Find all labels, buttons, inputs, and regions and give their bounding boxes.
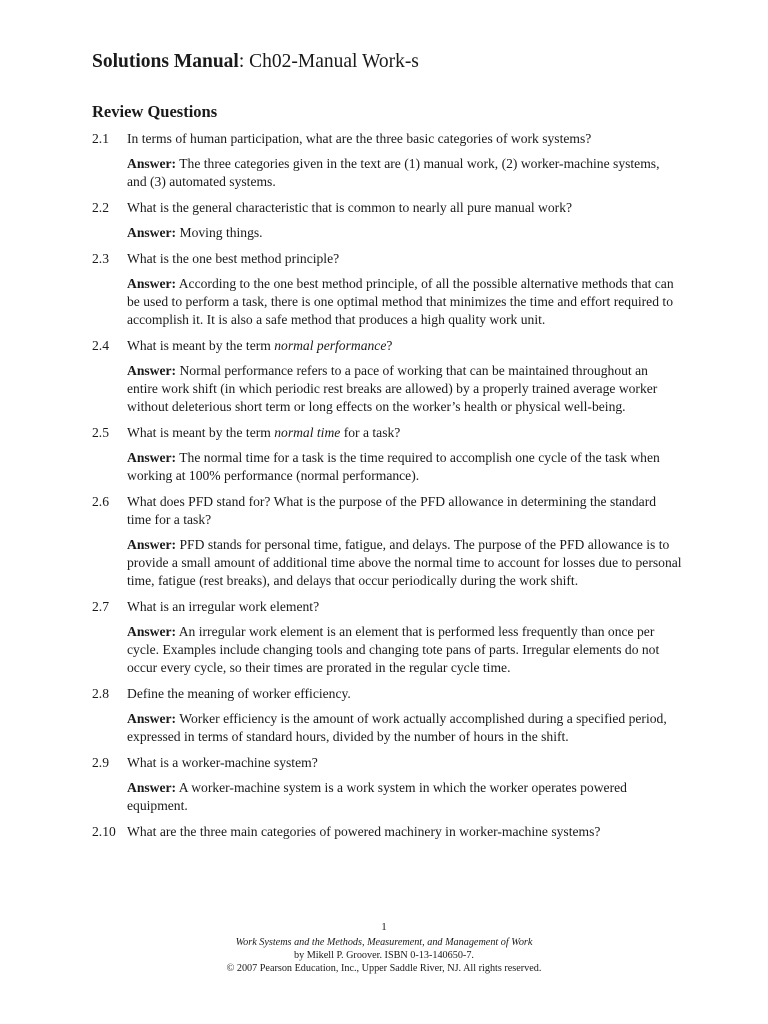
answer-label: Answer: bbox=[127, 537, 177, 552]
question-text: What is an irregular work element? bbox=[127, 599, 320, 614]
question-text: What are the three main categories of powered machinery in worker-machine systems? bbox=[127, 824, 601, 839]
question bbox=[92, 424, 682, 442]
question-text: What is the general characteristic that is common to nearly all pure manual work? bbox=[127, 200, 573, 215]
qa-item bbox=[92, 685, 682, 746]
qa-item bbox=[92, 337, 682, 416]
question-text: In terms of human participation, what are the three basic categories of work systems? bbox=[127, 131, 592, 146]
qa-item bbox=[92, 250, 682, 329]
answer-label: Answer: bbox=[127, 156, 177, 171]
question-number: 2.9 bbox=[92, 755, 109, 770]
question-text: What does PFD stand for? What is the purpose of the PFD allowance in determining the standard time for a task? bbox=[127, 494, 657, 527]
footer-book-title: Work Systems and the Methods, Measurement, and Management of Work bbox=[235, 937, 533, 948]
answer-label: Answer: bbox=[127, 363, 177, 378]
answer bbox=[92, 224, 682, 242]
question bbox=[92, 250, 682, 268]
qa-item bbox=[92, 199, 682, 242]
answer-text: The three categories given in the text are (1) manual work, (2) worker-machine systems, and (3) automated systems. bbox=[127, 156, 660, 189]
qa-item bbox=[92, 754, 682, 815]
answer bbox=[92, 155, 682, 191]
answer bbox=[92, 275, 682, 329]
question bbox=[92, 823, 682, 841]
page-footer bbox=[0, 920, 768, 975]
answer bbox=[92, 623, 682, 677]
answer-label: Answer: bbox=[127, 780, 177, 795]
qa-item bbox=[92, 493, 682, 590]
section-heading: Review Questions bbox=[92, 102, 218, 121]
question-term: normal performance bbox=[274, 338, 387, 353]
qa-item bbox=[92, 130, 682, 191]
answer bbox=[92, 362, 682, 416]
answer bbox=[92, 710, 682, 746]
qa-item bbox=[92, 823, 682, 841]
answer-text: PFD stands for personal time, fatigue, and delays. The purpose of the PFD allowance is to provide a small amount of additional time above the normal time to account for losses due to personal time, fatigue (rest breaks), and delays that occur periodically during the work shift. bbox=[127, 537, 682, 588]
answer-label: Answer: bbox=[127, 450, 177, 465]
question-number: 2.10 bbox=[92, 824, 116, 839]
qa-item bbox=[92, 598, 682, 677]
answer-text: A worker-machine system is a work system in which the worker operates powered equipment. bbox=[127, 780, 627, 813]
answer-text: The normal time for a task is the time required to accomplish one cycle of the task when working at 100% performance (normal performance). bbox=[127, 450, 660, 483]
review-questions-list bbox=[92, 130, 682, 841]
answer-text: Worker efficiency is the amount of work actually accomplished during a specified period, expressed in terms of standard hours, divided by the number of hours in the shift. bbox=[127, 711, 667, 744]
answer-text: Normal performance refers to a pace of working that can be maintained throughout an entire work shift (in which periodic rest breaks are allowed) by a properly trained average worker without deleterious short term or long effects on the worker’s health or physical well-being. bbox=[127, 363, 658, 414]
question bbox=[92, 598, 682, 616]
footer-copyright: © 2007 Pearson Education, Inc., Upper Saddle River, NJ. All rights reserved. bbox=[226, 963, 542, 974]
answer bbox=[92, 536, 682, 590]
answer-label: Answer: bbox=[127, 276, 177, 291]
answer-label: Answer: bbox=[127, 225, 177, 240]
question-number: 2.4 bbox=[92, 338, 109, 353]
question-text-pre: What is meant by the term bbox=[127, 338, 275, 353]
question bbox=[92, 754, 682, 772]
answer-text: According to the one best method principle, of all the possible alternative methods that can be used to perform a task, there is one optimal method that minimizes the time and effort required to accomplish it. It is also a safe method that produces a high quality work unit. bbox=[127, 276, 674, 327]
question-number: 2.5 bbox=[92, 425, 109, 440]
page-title-rest: : Ch02-Manual Work-s bbox=[238, 51, 419, 72]
question bbox=[92, 493, 682, 529]
question-text: What is the one best method principle? bbox=[127, 251, 340, 266]
answer-label: Answer: bbox=[127, 624, 177, 639]
question-number: 2.6 bbox=[92, 494, 109, 509]
question bbox=[92, 337, 682, 355]
question bbox=[92, 199, 682, 217]
page-title-bold: Solutions Manual bbox=[92, 51, 239, 72]
footer-author-line: by Mikell P. Groover. ISBN 0-13-140650-7. bbox=[294, 950, 474, 961]
question-text-post: ? bbox=[386, 338, 393, 353]
page-number: 1 bbox=[381, 921, 387, 933]
question-number: 2.8 bbox=[92, 686, 109, 701]
answer bbox=[92, 779, 682, 815]
question-text: What is a worker-machine system? bbox=[127, 755, 318, 770]
answer-text: An irregular work element is an element that is performed less frequently than once per cycle. Examples include changing tools and changing tote pans of parts. Irregular elements do not occur every cycle, so their times are prorated in the regular cycle time. bbox=[127, 624, 660, 675]
question-number: 2.7 bbox=[92, 599, 109, 614]
question-term: normal time bbox=[274, 425, 341, 440]
question bbox=[92, 130, 682, 148]
answer bbox=[92, 449, 682, 485]
answer-text: Moving things. bbox=[176, 225, 263, 240]
question-number: 2.2 bbox=[92, 200, 109, 215]
question bbox=[92, 685, 682, 703]
question-text: Define the meaning of worker efficiency. bbox=[127, 686, 351, 701]
answer-label: Answer: bbox=[127, 711, 177, 726]
question-number: 2.3 bbox=[92, 251, 109, 266]
question-text-pre: What is meant by the term bbox=[127, 425, 275, 440]
question-text-post: for a task? bbox=[340, 425, 401, 440]
page-title bbox=[92, 50, 419, 74]
qa-item bbox=[92, 424, 682, 485]
question-number: 2.1 bbox=[92, 131, 109, 146]
